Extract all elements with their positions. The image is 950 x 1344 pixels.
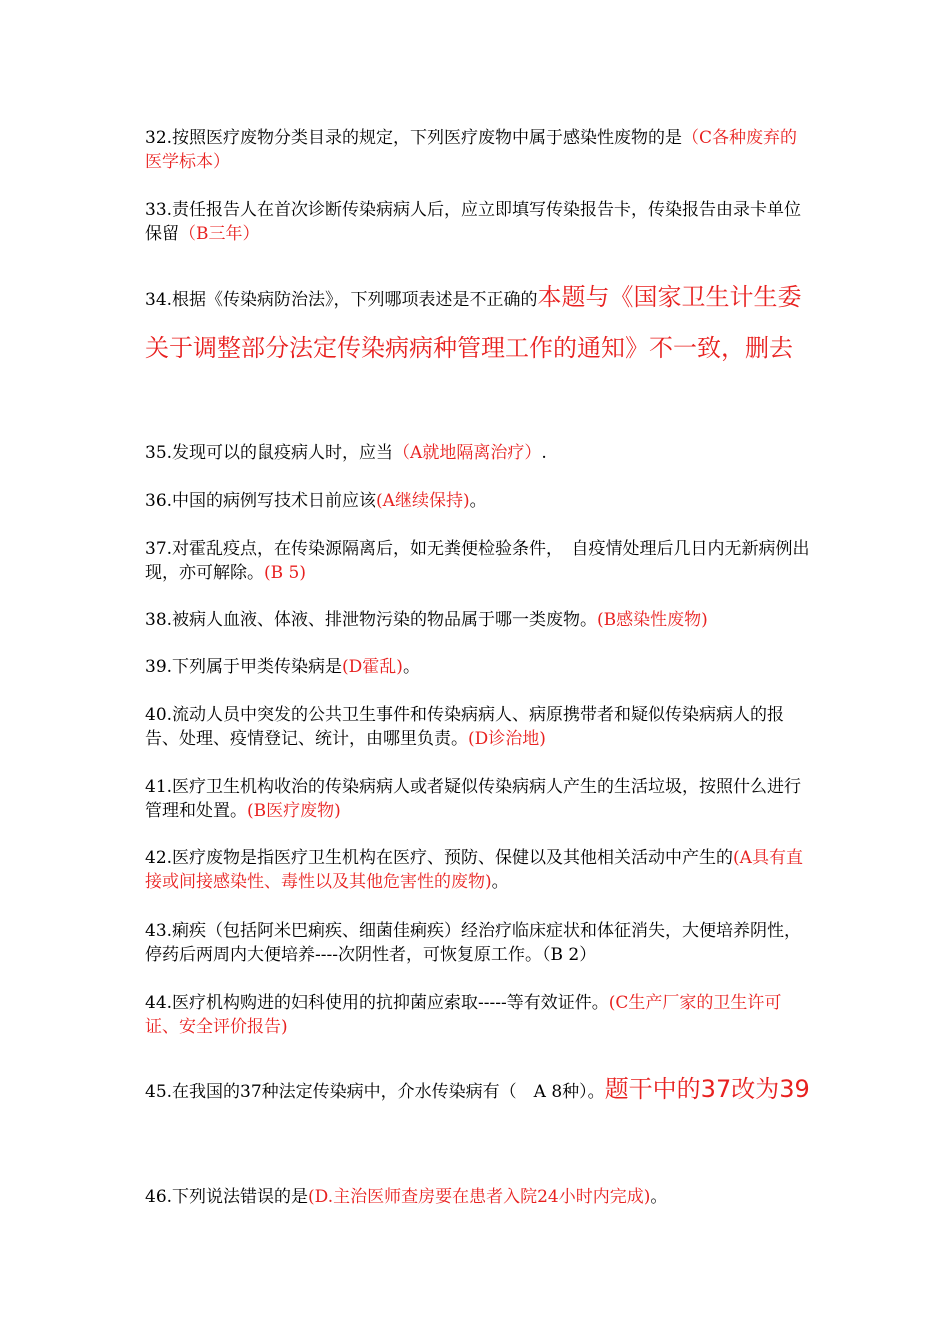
answer: (D诊治地) [468,729,546,749]
editor-note: 本题与《国家卫生计生委关于调整部分法定传染病病种管理工作的通知》不一致，删去 [145,283,802,362]
question-text: 按照医疗废物分类目录的规定，下列医疗废物中属于感染性废物的是 [172,128,683,148]
trailing-punct: 。 [469,491,487,511]
answer: (D.主治医师查房要在患者入院24小时内完成) [308,1187,651,1207]
question-43 [145,919,810,967]
answer: （C各种废弃的医学标本） [145,128,798,172]
question-text: 在我国的37种法定传染病中，介水传染病有（ A 8种）。 [172,1082,605,1102]
question-44 [145,991,810,1039]
question-number: 37. [145,539,173,559]
question-42 [145,846,810,894]
answer: （B三年） [179,224,260,244]
trailing-punct: 。 [650,1187,668,1207]
question-37 [145,537,810,585]
question-41 [145,775,810,823]
answer: (B 5) [264,563,306,583]
question-40 [145,703,810,751]
question-number: 40. [145,705,173,725]
answer: (A具有直接或间接感染性、毒性以及其他危害性的废物) [145,848,803,892]
question-39 [145,655,810,679]
question-number: 41. [145,777,173,797]
trailing-punct: 。 [491,872,509,892]
question-number: 35. [145,443,173,463]
question-number: 33. [145,200,173,220]
question-text: 痢疾（包括阿米巴痢疾、细菌佳痢疾）经治疗临床症状和体征消失，大便培养阴性，停药后两周内大便培养----次阴性者，可恢复原工作。（B 2） [145,921,802,965]
question-number: 46. [145,1187,173,1207]
question-number: 39. [145,657,173,677]
question-36 [145,489,810,513]
question-text: 中国的病例写技术日前应该 [172,491,377,511]
answer: （A就地隔离治疗） [393,443,542,463]
question-33 [145,198,810,246]
answer: (B医疗废物) [247,801,341,821]
question-text: 根据《传染病防治法》，下列哪项表述是不正确的 [172,290,538,310]
question-text: 发现可以的鼠疫病人时，应当 [172,443,394,463]
question-number: 38. [145,610,173,630]
question-text: 医疗卫生机构收治的传染病病人或者疑似传染病病人产生的生活垃圾，按照什么进行管理和处置。 [145,777,802,821]
editor-note: 题干中的37改为39 [604,1075,810,1103]
question-text: 医疗机构购进的妇科使用的抗抑菌应索取-----等有效证件。 [172,993,609,1013]
answer: (D霍乱) [342,657,403,677]
question-number: 43. [145,921,173,941]
question-number: 45. [145,1082,173,1102]
question-text: 下列属于甲类传染病是 [172,657,343,677]
question-text: 流动人员中突发的公共卫生事件和传染病病人、病原携带者和疑似传染病病人的报告、处理、疫情登记、统计，由哪里负责。 [145,705,785,749]
question-45 [145,1065,810,1116]
answer: (B感染性废物) [597,610,708,630]
answer: (A继续保持) [376,491,470,511]
question-number: 34. [145,290,173,310]
answer: (C生产厂家的卫生许可证、安全评价报告) [145,993,782,1037]
trailing-punct: . [541,443,547,463]
question-35 [145,441,810,465]
question-number: 44. [145,993,173,1013]
question-number: 42. [145,848,173,868]
question-38 [145,608,810,632]
question-text: 对霍乱疫点，在传染源隔离后，如无粪便检验条件， 自疫情处理后几日内无新病例出现，亦可解除。 [145,539,810,583]
question-32 [145,126,810,174]
question-text: 被病人血液、体液、排泄物污染的物品属于哪一类废物。 [172,610,598,630]
question-text: 下列说法错误的是 [172,1187,309,1207]
question-34 [145,273,810,375]
question-text: 医疗废物是指医疗卫生机构在医疗、预防、保健以及其他相关活动中产生的 [172,848,734,868]
question-number: 36. [145,491,173,511]
question-number: 32. [145,128,173,148]
question-46 [145,1185,810,1209]
trailing-punct: 。 [402,657,420,677]
question-text: 责任报告人在首次诊断传染病病人后，应立即填写传染报告卡，传染报告由录卡单位保留 [145,200,802,244]
